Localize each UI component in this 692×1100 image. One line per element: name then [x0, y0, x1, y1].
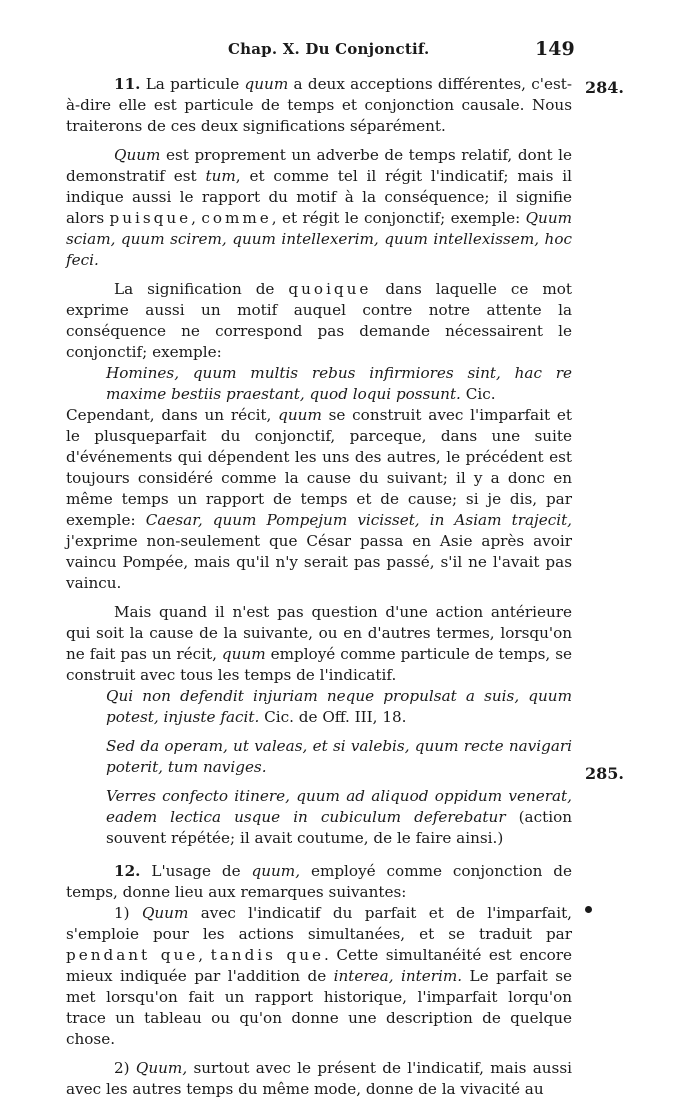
text: ,: [198, 946, 211, 964]
text: , et comme tel il régit l'indicatif; mais il indique aussi le rapport du motif à la conséquence; il signifie alors: [66, 167, 573, 227]
page-number: 149: [535, 38, 575, 60]
latin-quotation: [66, 786, 572, 849]
text: , et régit le conjonctif; exemple:: [271, 209, 526, 227]
latin-term: Quum,: [135, 1059, 188, 1077]
quotation-text: Homines, quum multis rebus infirmiores sint, hac re maxime bestiis praestant, quod loqui possunt.: [106, 364, 572, 403]
latin-term: quum: [278, 406, 322, 424]
text: Le parfait se met lorsqu'on fait un rapport historique, l'imparfait lorqu'on trace un tableau ou qu'on donne une description de quelque chose.: [66, 967, 572, 1048]
paragraph-12: [66, 861, 572, 903]
latin-example: Caesar, quum Pompejum vicisset, in Asiam trajecit,: [145, 511, 572, 529]
latin-quotation: [66, 686, 572, 728]
text: dans laquelle ce mot exprime aussi un motif auquel contre notre attente la conséquence ne correspond pas demande nécessairent le conjonctif; exemple:: [66, 280, 572, 361]
spaced-word: quoique: [288, 280, 372, 298]
quotation-note: (action souvent répétée; il avait coutume, de le faire ainsi.): [106, 808, 572, 847]
latin-term: tum: [205, 167, 236, 185]
paragraph: [66, 602, 572, 686]
quotation-text: Sed da operam, ut valeas, et si valebis, quum recte navigari poterit, tum naviges.: [106, 737, 572, 776]
paragraph: [66, 405, 572, 594]
quotation-source: Cic. de Off. III, 18.: [259, 708, 407, 726]
text: employé comme conjonction de temps, donne lieu aux remarques suivantes:: [66, 862, 572, 901]
text: est proprement un adverbe de temps relatif, dont le demonstratif est: [66, 146, 572, 185]
section-number: 11.: [114, 75, 141, 93]
quotation-text: Qui non defendit injuriam neque propulsat a suis, quum potest, injuste facit.: [106, 687, 572, 726]
ink-dot: [585, 906, 592, 913]
spaced-word: pendant que: [66, 946, 199, 964]
spaced-word: tandis que: [210, 946, 324, 964]
text: se construit avec l'imparfait et le plusqueparfait du conjonctif, parceque, dans une suite d'événements qui dépendent les uns des autres, le précédent est toujours considéré comme la cause du suivant; il y a donc en même temps un rapport de temps et de cause; si je dis, par exemple:: [66, 406, 573, 529]
section-number: 12.: [114, 862, 141, 880]
paragraph: [66, 279, 572, 363]
text: a deux acceptions différentes, c'est-à-dire elle est particule de temps et conjonction causale. Nous traiterons de ces deux significations séparément.: [66, 75, 572, 135]
remark-2: [66, 1058, 572, 1100]
spaced-word: puisque: [109, 209, 192, 227]
latin-quotation: [66, 363, 572, 405]
spaced-word: comme: [201, 209, 272, 227]
text: Mais quand il n'est pas question d'une action antérieure qui soit la cause de la suivante, ou en d'autres termes, lorsqu'on ne fait pas un récit,: [66, 603, 572, 663]
latin-term: quum: [221, 645, 266, 663]
paragraph: [66, 145, 572, 271]
text: . Cette simultanéité est encore mieux indiquée par l'addition de: [66, 946, 573, 985]
latin-example: Quum sciam, quum scirem, quum intellexerim, quum intellexissem, hoc feci.: [66, 209, 573, 269]
latin-term: Quum: [141, 904, 189, 922]
margin-section-number: 284.: [585, 78, 624, 97]
body-text: [66, 74, 572, 1100]
page-header: [0, 40, 692, 64]
latin-term: interea, interim.: [333, 967, 463, 985]
text: 1): [114, 904, 142, 922]
running-title: Chap. X. Du Conjonctif.: [228, 40, 430, 58]
text: 2): [114, 1059, 136, 1077]
margin-section-number: 285.: [585, 764, 624, 783]
quotation-source: Cic.: [460, 385, 496, 403]
latin-term: quum: [244, 75, 289, 93]
text: L'usage de: [140, 862, 252, 880]
quotation-text: Verres confecto itinere, quum ad aliquod oppidum venerat, eadem lectica usque in cubiculum deferebatur: [106, 787, 572, 826]
paragraph-11: [66, 74, 572, 137]
remark-1: [66, 903, 572, 1050]
text: ,: [191, 209, 202, 227]
text: La signification de: [114, 280, 289, 298]
latin-quotation: [66, 736, 572, 778]
text: Cependant, dans un récit,: [66, 406, 279, 424]
text: avec l'indicatif du parfait et de l'imparfait, s'emploie pour les actions simultanées, et se traduit par: [66, 904, 572, 943]
text: La particule: [140, 75, 245, 93]
text: j'exprime non-seulement que César passa en Asie après avoir vaincu Pompée, mais qu'il n'y serait pas passé, s'il ne l'avait pas vaincu.: [66, 532, 572, 592]
latin-term: quum,: [251, 862, 301, 880]
text: employé comme particule de temps, se construit avec tous les temps de l'indicatif.: [66, 645, 572, 684]
text: surtout avec le présent de l'indicatif, mais aussi avec les autres temps du même mode, donne de la vivacité au: [66, 1059, 572, 1098]
latin-term: Quum: [114, 146, 161, 164]
